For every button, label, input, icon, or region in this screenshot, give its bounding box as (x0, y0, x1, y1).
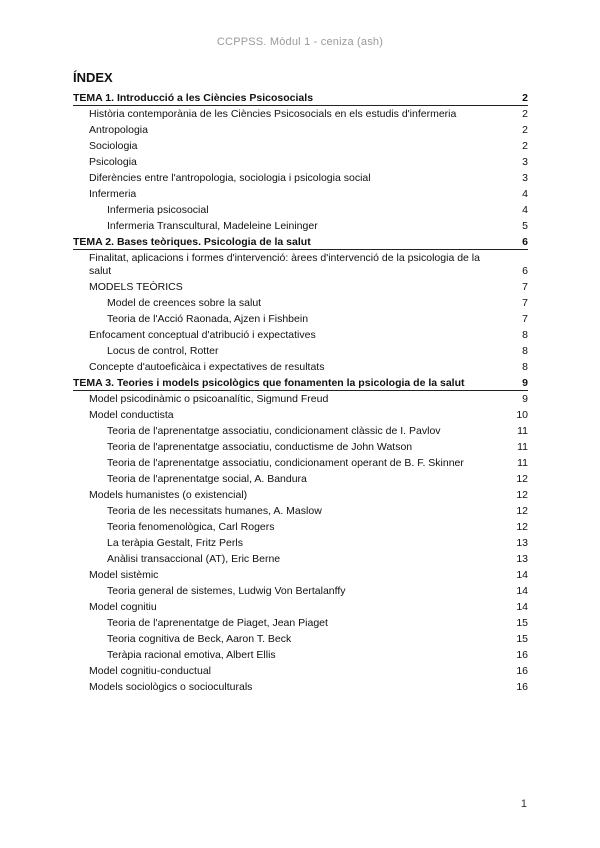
toc-entry-page: 13 (516, 536, 528, 549)
toc-entry-label: Història contemporània de les Ciències Psicosocials en els estudis d'infermeria (89, 107, 457, 120)
toc-entry-page: 9 (522, 392, 528, 405)
toc-entry-page: 15 (516, 632, 528, 645)
toc-entry-page: 7 (522, 312, 528, 325)
toc-entry[interactable] (73, 343, 528, 359)
toc-entry-label: Model psicodinàmic o psicoanalític, Sigmund Freud (89, 392, 329, 405)
toc-entry[interactable] (73, 647, 528, 663)
toc-entry[interactable] (73, 551, 528, 567)
toc-entry[interactable] (73, 327, 528, 343)
toc-entry[interactable] (73, 218, 528, 234)
toc-entry-label: Teoria cognitiva de Beck, Aaron T. Beck (107, 632, 292, 645)
toc-entry-label: MODELS TEÒRICS (89, 280, 183, 293)
toc-entry[interactable] (73, 311, 528, 327)
toc-entry-page: 8 (522, 328, 528, 341)
toc-entry[interactable] (73, 439, 528, 455)
toc-entry-page: 12 (516, 520, 528, 533)
toc-entry[interactable] (73, 519, 528, 535)
toc-entry-label: Teoria de les necessitats humanes, A. Maslow (107, 504, 322, 517)
toc-entry-label: Models humanistes (o existencial) (89, 488, 248, 501)
toc-entry[interactable] (73, 106, 528, 122)
toc-entry-page: 4 (522, 187, 528, 200)
toc-entry-label: Teoria de l'aprenentatge de Piaget, Jean Piaget (107, 616, 328, 629)
toc-entry-page: 14 (516, 600, 528, 613)
toc-entry-label: Infermeria psicosocial (107, 203, 209, 216)
toc-entry-label: TEMA 3. Teories i models psicològics que fonamenten la psicologia de la salut (73, 376, 465, 389)
toc-entry[interactable] (73, 615, 528, 631)
toc-entry-page: 12 (516, 472, 528, 485)
toc-entry-page: 7 (522, 296, 528, 309)
toc-entry-label: Teoria de l'aprenentatge associatiu, conductisme de John Watson (107, 440, 413, 453)
toc-entry-page: 10 (516, 408, 528, 421)
toc-entry-label: TEMA 1. Introducció a les Ciències Psicosocials (73, 91, 314, 104)
page-header: CCPPSS. Mòdul 1 - ceniza (ash) (216, 36, 384, 48)
toc-entry-page: 8 (522, 360, 528, 373)
toc-entry-page: 2 (522, 91, 528, 104)
toc-entry[interactable] (73, 567, 528, 583)
toc-entry-page: 12 (516, 504, 528, 517)
toc-entry-page: 16 (516, 680, 528, 693)
toc-entry[interactable] (73, 583, 528, 599)
toc-entry[interactable] (73, 279, 528, 295)
toc-entry[interactable] (73, 455, 528, 471)
toc-entry-label: Sociologia (89, 139, 138, 152)
toc-entry[interactable] (73, 599, 528, 615)
toc-entry-page: 6 (522, 235, 528, 248)
toc-entry-page: 11 (517, 440, 528, 453)
toc-entry[interactable] (73, 471, 528, 487)
toc-entry[interactable] (73, 138, 528, 154)
toc-entry-label: Teoria de l'aprenentatge associatiu, condicionament clàssic de I. Pavlov (107, 424, 441, 437)
toc-entry-label: Enfocament conceptual d'atribució i expectatives (89, 328, 316, 341)
toc-entry-page: 14 (516, 584, 528, 597)
toc-entry-page: 2 (522, 139, 528, 152)
toc-entry[interactable] (73, 122, 528, 138)
toc-entry-page: 2 (522, 107, 528, 120)
toc-entry[interactable] (73, 487, 528, 503)
toc-entry-page: 16 (516, 664, 528, 677)
toc-entry-page: 12 (516, 488, 528, 501)
toc-entry[interactable] (73, 679, 528, 695)
page-number: 1 (520, 798, 527, 810)
toc-entry-label: Model cognitiu (89, 600, 157, 613)
toc-entry-page: 16 (516, 648, 528, 661)
toc-entry-page: 8 (522, 344, 528, 357)
toc-entry-label: Concepte d'autoeficàica i expectatives de resultats (89, 360, 325, 373)
toc-entry[interactable] (73, 359, 528, 375)
toc-entry[interactable] (73, 154, 528, 170)
toc-entry-page: 3 (522, 171, 528, 184)
toc-entry-label: Model conductista (89, 408, 174, 421)
toc-entry[interactable] (73, 186, 528, 202)
toc-entry[interactable] (73, 90, 528, 106)
toc-entry-label: Teoria general de sistemes, Ludwig Von Bertalanffy (107, 584, 346, 597)
toc-entry[interactable] (73, 535, 528, 551)
toc-entry-label: Antropologia (89, 123, 148, 136)
toc-entry[interactable] (73, 423, 528, 439)
toc-entry-page: 11 (517, 424, 528, 437)
toc-entry[interactable] (73, 170, 528, 186)
toc-entry-label: Psicologia (89, 155, 137, 168)
toc-entry-label: Teoria de l'aprenentatge associatiu, condicionament operant de B. F. Skinner (107, 456, 464, 469)
toc-entry[interactable] (73, 234, 528, 250)
toc-entry-page: 3 (522, 155, 528, 168)
toc-entry-page: 9 (522, 376, 528, 389)
toc-entry-label: TEMA 2. Bases teòriques. Psicologia de la salut (73, 235, 311, 248)
toc-entry-page: 5 (522, 219, 528, 232)
toc-entry[interactable] (73, 503, 528, 519)
toc-entry-page: 15 (516, 616, 528, 629)
toc-entry-page: 6 (522, 264, 528, 277)
toc-entry-label: Locus de control, Rotter (107, 344, 219, 357)
toc-entry-label: Teoria fenomenològica, Carl Rogers (107, 520, 275, 533)
toc-entry[interactable] (73, 407, 528, 423)
toc-entry[interactable] (73, 631, 528, 647)
toc-entry-label: La teràpia Gestalt, Fritz Perls (107, 536, 243, 549)
toc-entry-label: Finalitat, aplicacions i formes d'intervenció: àrees d'intervenció de la psicologia de la salut (89, 251, 480, 277)
toc-entry-label: Teoria de l'aprenentatge social, A. Bandura (107, 472, 307, 485)
toc-entry-page: 14 (516, 568, 528, 581)
toc-entry-label: Model de creences sobre la salut (107, 296, 262, 309)
toc-entry-label: Anàlisi transaccional (AT), Eric Berne (107, 552, 281, 565)
toc-entry[interactable] (73, 391, 528, 407)
toc-entry-label: Model sistèmic (89, 568, 159, 581)
toc-entry-label: Model cognitiu-conductual (89, 664, 211, 677)
toc-entry-label: Infermeria (89, 187, 137, 200)
toc-entry-label: Models sociològics o socioculturals (89, 680, 253, 693)
toc-entry-label: Teràpia racional emotiva, Albert Ellis (107, 648, 276, 661)
toc-entry-page: 13 (516, 552, 528, 565)
toc-entry-label: Teoria de l'Acció Raonada, Ajzen i Fishbein (107, 312, 309, 325)
toc-entry[interactable] (73, 295, 528, 311)
toc-entry-page: 4 (522, 203, 528, 216)
toc-entry[interactable] (73, 202, 528, 218)
toc-entry-page: 7 (522, 280, 528, 293)
toc-entry[interactable] (73, 663, 528, 679)
toc-entry-label: Infermeria Transcultural, Madeleine Leininger (107, 219, 318, 232)
index-title: ÍNDEX (73, 70, 113, 85)
toc-entry[interactable] (73, 250, 528, 279)
toc-entry-page: 11 (517, 456, 528, 469)
table-of-contents (73, 90, 528, 695)
toc-entry[interactable] (73, 375, 528, 391)
toc-entry-label: Diferències entre l'antropologia, sociologia i psicologia social (89, 171, 371, 184)
toc-entry-page: 2 (522, 123, 528, 136)
